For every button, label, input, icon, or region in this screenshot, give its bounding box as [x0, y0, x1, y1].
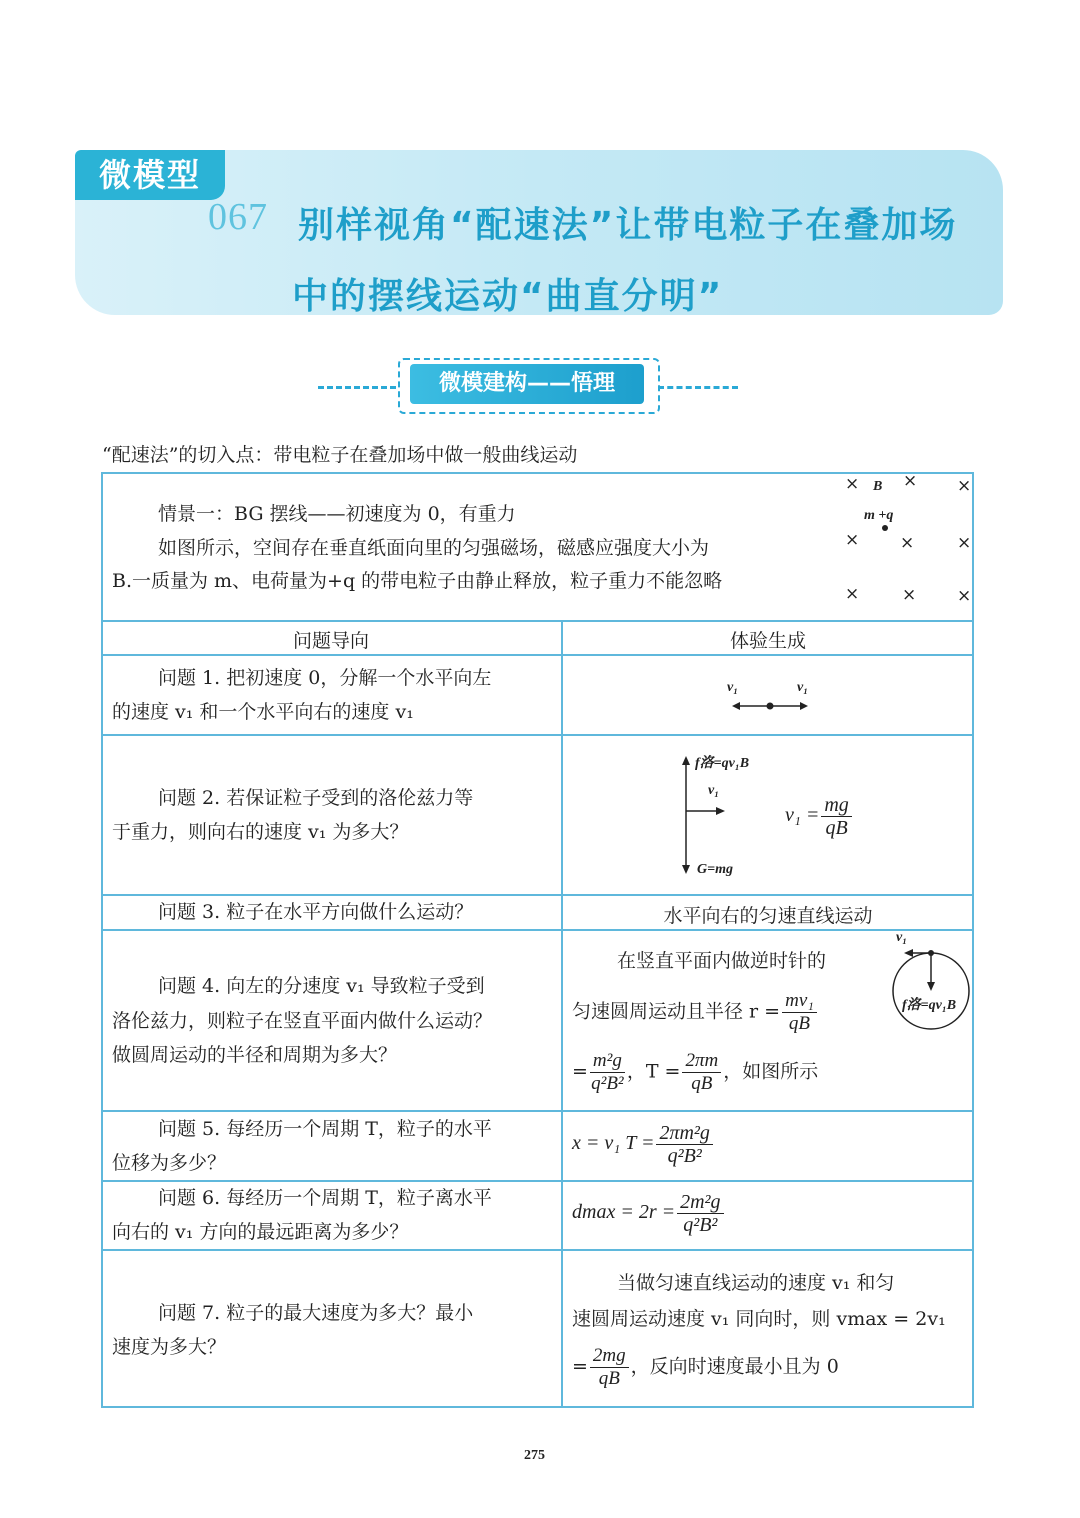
q7-text-2: 速度为多大？ — [112, 1336, 227, 1358]
header-left: 问题导向 — [292, 630, 369, 652]
scenario-text-1: 如图所示，空间存在垂直纸面向里的匀强磁场，磁感应强度大小为 — [158, 537, 710, 559]
q2-equation: v₁ = $\frac{mg}{qB}$ — [785, 794, 854, 839]
q3-text: 问题 3. 粒子在水平方向做什么运动？ — [158, 901, 474, 923]
q6-equation: dmax = 2r = $\frac{\text{2m²g}}{\text{q²B²}}$ — [572, 1191, 726, 1236]
q7-answer-2: 速圆周运动速度 v₁ 同向时，则 vmax = 2v₁ — [572, 1308, 946, 1330]
field-label: B — [873, 479, 883, 494]
q1-text-1: 问题 1. 把初速度 0，分解一个水平向左 — [158, 667, 492, 689]
q6-text-1: 问题 6. 每经历一个周期 T，粒子离水平 — [158, 1187, 492, 1209]
scenario-title: 情景一：BG 摆线——初速度为 0，有重力 — [158, 503, 516, 525]
q4-answer-2: 匀速圆周运动且半径 r = $\frac{\text{mv₁}}{qB}$ — [572, 990, 819, 1035]
scenario-text-2: B.一质量为 m、电荷量为+q 的带电粒子由静止释放，粒子重力不能忽略 — [112, 570, 723, 592]
q2-text-1: 问题 2. 若保证粒子受到的洛伦兹力等 — [158, 787, 474, 809]
header-right: 体验生成 — [729, 630, 806, 652]
q3-answer: 水平向右的匀速直线运动 — [663, 905, 873, 927]
badge: 微模型 — [75, 150, 225, 200]
q5-text-1: 问题 5. 每经历一个周期 T，粒子的水平 — [158, 1118, 492, 1140]
chapter-number: 067 — [208, 196, 268, 238]
intro-text: “配速法”的切入点：带电粒子在叠加场中做一般曲线运动 — [102, 444, 578, 466]
q4-answer-1: 在竖直平面内做逆时针的 — [617, 950, 827, 972]
section-heading — [318, 356, 738, 414]
q4-text-3: 做圆周运动的半径和周期为多大？ — [112, 1044, 398, 1066]
q7-answer-1: 当做匀速直线运动的速度 v₁ 和匀 — [617, 1272, 895, 1294]
q4-text-1: 问题 4. 向左的分速度 v₁ 导致粒子受到 — [158, 975, 485, 997]
q2-text-2: 于重力，则向右的速度 v₁ 为多大？ — [112, 821, 409, 843]
q7-text-1: 问题 7. 粒子的最大速度为多大？最小 — [158, 1302, 474, 1324]
page-number: 275 — [524, 1448, 545, 1463]
q4-text-2: 洛伦兹力，则粒子在竖直平面内做什么运动？ — [112, 1010, 493, 1032]
q4-answer-3: = $\frac{\text{m²g}}{\text{q²B²}}$ ，T = $\frac{2\pi m}{qB}$ ，如图所示 — [572, 1050, 819, 1094]
q7-answer-3: = $\frac{2mg}{qB}$ ，反向时速度最小且为 0 — [572, 1345, 839, 1389]
q1-text-2: 的速度 v₁ 和一个水平向右的速度 v₁ — [112, 701, 414, 723]
q5-text-2: 位移为多少？ — [112, 1152, 227, 1174]
title-line-2: 中的摆线运动“曲直分明” — [292, 276, 724, 317]
title-line-1: 别样视角“配速法”让带电粒子在叠加场 — [298, 205, 958, 246]
q5-equation: x = v₁ T = $\frac{\text{2πm²g}}{\text{q²B²}}$ — [572, 1122, 715, 1167]
section-label: 微模建构——悟理 — [410, 364, 644, 404]
q6-text-2: 向右的 v₁ 方向的最远距离为多少？ — [112, 1221, 409, 1243]
particle-label: m +q — [864, 508, 894, 523]
